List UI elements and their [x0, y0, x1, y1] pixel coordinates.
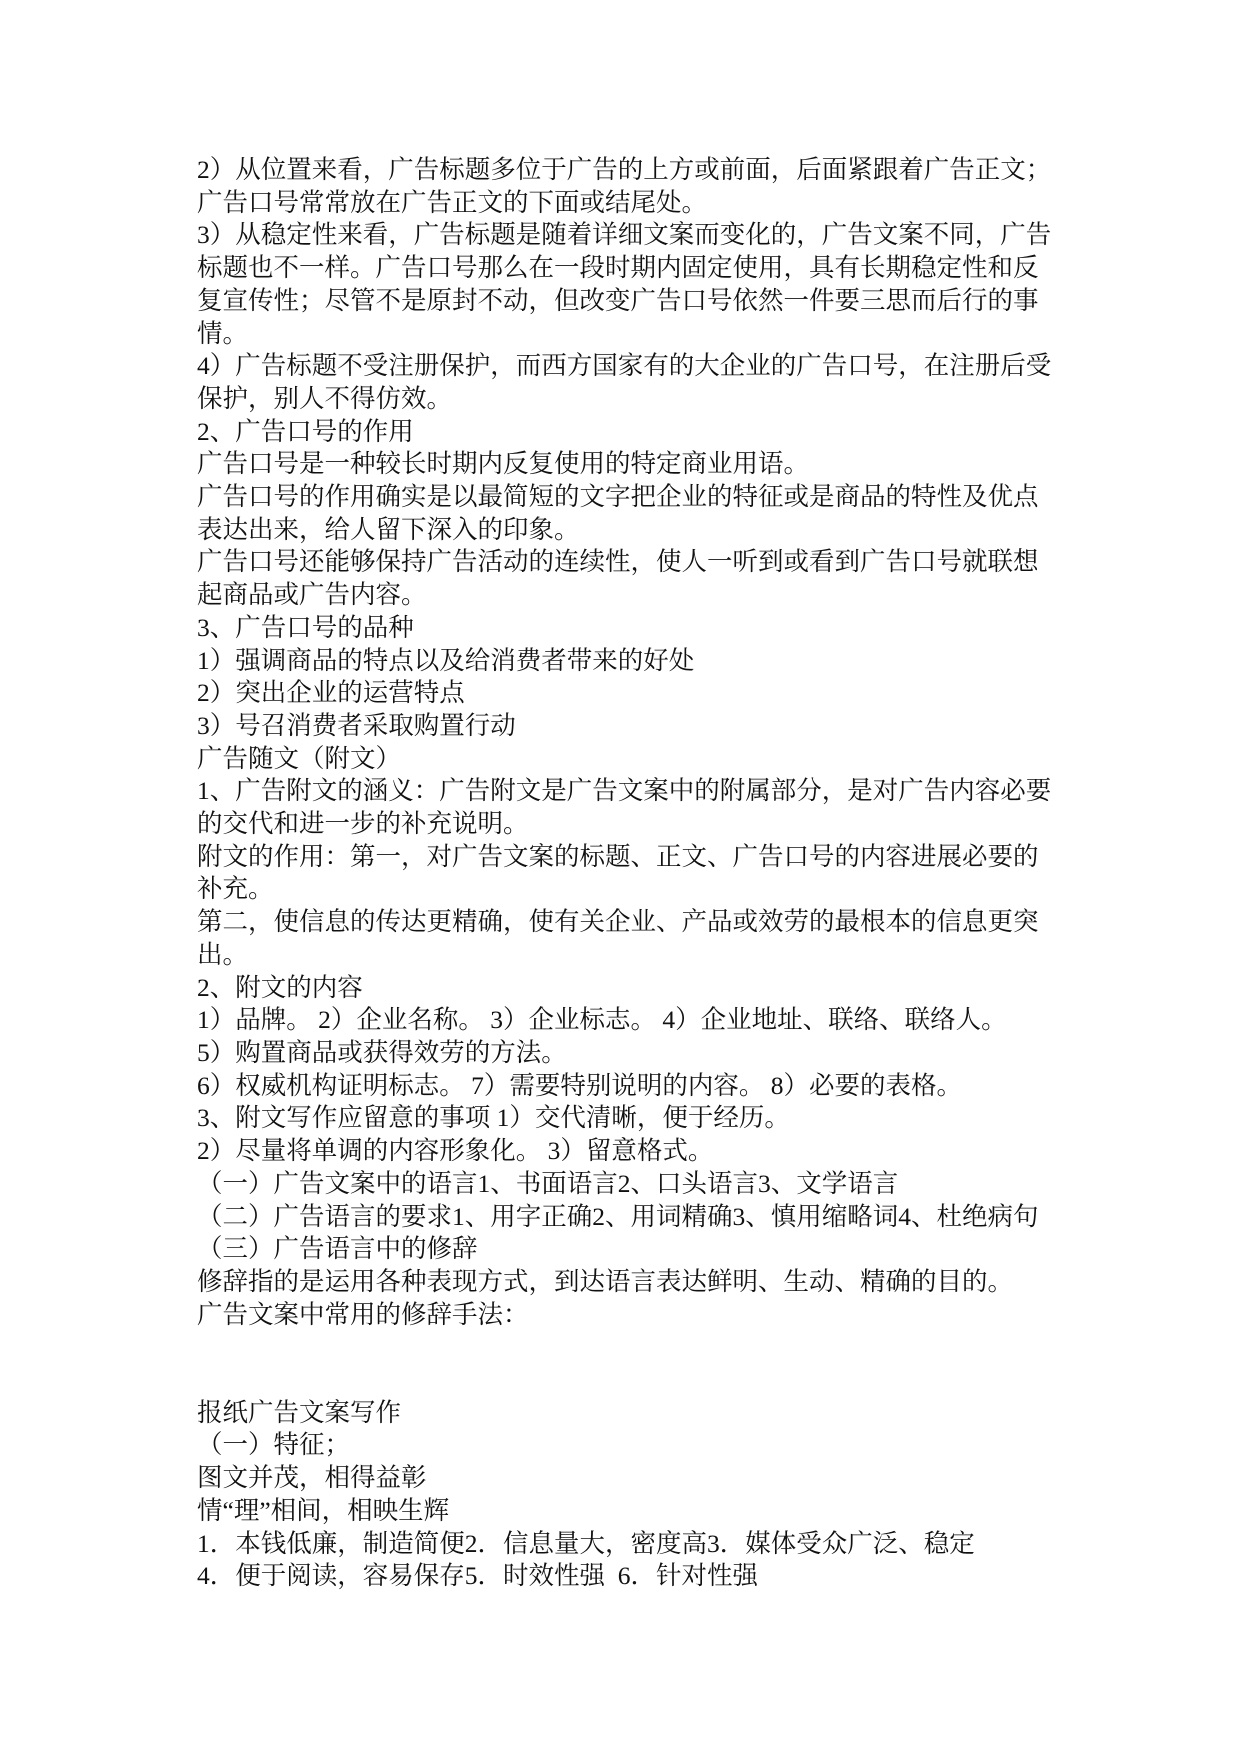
- paragraph-line: （二）广告语言的要求1、用字正确2、用词精确3、慎用缩略词4、杜绝病句: [197, 1201, 1039, 1231]
- paragraph-line: （三）广告语言中的修辞: [197, 1234, 478, 1264]
- list-item: 3）号召消费者采取购置行动: [197, 710, 516, 740]
- paragraph-line: 修辞指的是运用各种表现方式，到达语言表达鲜明、生动、精确的目的。: [197, 1266, 1014, 1296]
- paragraph-line: 广告口号的作用确实是以最简短的文字把企业的特征或是商品的特性及优点: [197, 482, 1039, 512]
- text-block-2: [197, 1397, 1097, 1593]
- text-block-1: [197, 154, 1097, 1331]
- list-item: 2）尽量将单调的内容形象化。 3）留意格式。: [197, 1136, 714, 1166]
- paragraph-line: 表达出来，给人留下深入的印象。: [197, 514, 580, 544]
- paragraph-line: 的交代和进一步的补充说明。: [197, 809, 529, 839]
- paragraph-line: （一）广告文案中的语言1、书面语言2、口头语言3、文学语言: [197, 1168, 899, 1198]
- list-item: 2）突出企业的运营特点: [197, 678, 465, 708]
- document-page: [197, 154, 1097, 1593]
- paragraph-line: 标题也不一样。广告口号那么在一段时期内固定使用，具有长期稳定性和反: [197, 253, 1039, 283]
- paragraph-line: 2）从位置来看，广告标题多位于广告的上方或前面，后面紧跟着广告正文；: [197, 155, 1052, 184]
- paragraph-line: 图文并茂，相得益彰: [197, 1463, 427, 1493]
- list-item: 1）强调商品的特点以及给消费者带来的好处: [197, 645, 695, 675]
- paragraph-line: 广告口号还能够保持广告活动的连续性，使人一听到或看到广告口号就联想: [197, 547, 1039, 577]
- section-heading: 3、广告口号的品种: [197, 612, 414, 642]
- list-item: 1．本钱低廉，制造简便2．信息量大，密度高3．媒体受众广泛、稳定: [197, 1528, 975, 1558]
- list-item: 6）权威机构证明标志。 7）需要特别说明的内容。 8）必要的表格。: [197, 1070, 963, 1100]
- paragraph-line: 附文的作用：第一，对广告文案的标题、正文、广告口号的内容进展必要的: [197, 841, 1039, 871]
- list-item: 5）购置商品或获得效劳的方法。: [197, 1037, 567, 1067]
- list-item: 4．便于阅读，容易保存5．时效性强 6．针对性强: [197, 1561, 759, 1591]
- paragraph-line: 出。: [197, 939, 249, 969]
- list-item: 1）品牌。 2）企业名称。 3）企业标志。 4）企业地址、联络、联络人。: [197, 1005, 1007, 1035]
- paragraph-line: 3）从稳定性来看，广告标题是随着详细文案而变化的，广告文案不同，广告: [197, 220, 1052, 250]
- paragraph-line: （一）特征；: [197, 1430, 351, 1460]
- paragraph-line: 4）广告标题不受注册保护，而西方国家有的大企业的广告口号，在注册后受: [197, 351, 1052, 381]
- paragraph-line: 广告文案中常用的修辞手法：: [197, 1299, 529, 1329]
- paragraph-line: 广告口号常常放在广告正文的下面或结尾处。: [197, 187, 708, 217]
- paragraph-line: 情。: [197, 318, 249, 348]
- section-heading: 2、附文的内容: [197, 972, 363, 1002]
- section-heading: 广告随文（附文）: [197, 743, 402, 773]
- paragraph-line: 情“理”相间，相映生辉: [197, 1495, 450, 1525]
- section-heading: 报纸广告文案写作: [197, 1397, 402, 1427]
- paragraph-line: 广告口号是一种较长时期内反复使用的特定商业用语。: [197, 449, 810, 479]
- paragraph-line: 1、广告附文的涵义：广告附文是广告文案中的附属部分，是对广告内容必要: [197, 776, 1052, 806]
- section-heading: 2、广告口号的作用: [197, 416, 414, 446]
- paragraph-line: 复宣传性；尽管不是原封不动，但改变广告口号依然一件要三思而后行的事: [197, 285, 1039, 315]
- paragraph-line: 起商品或广告内容。: [197, 580, 427, 610]
- paragraph-line: 第二，使信息的传达更精确，使有关企业、产品或效劳的最根本的信息更突: [197, 907, 1039, 937]
- paragraph-line: 保护，别人不得仿效。: [197, 383, 453, 413]
- list-item: 3、附文写作应留意的事项 1）交代清晰，便于经历。: [197, 1103, 790, 1133]
- paragraph-line: 补充。: [197, 874, 274, 904]
